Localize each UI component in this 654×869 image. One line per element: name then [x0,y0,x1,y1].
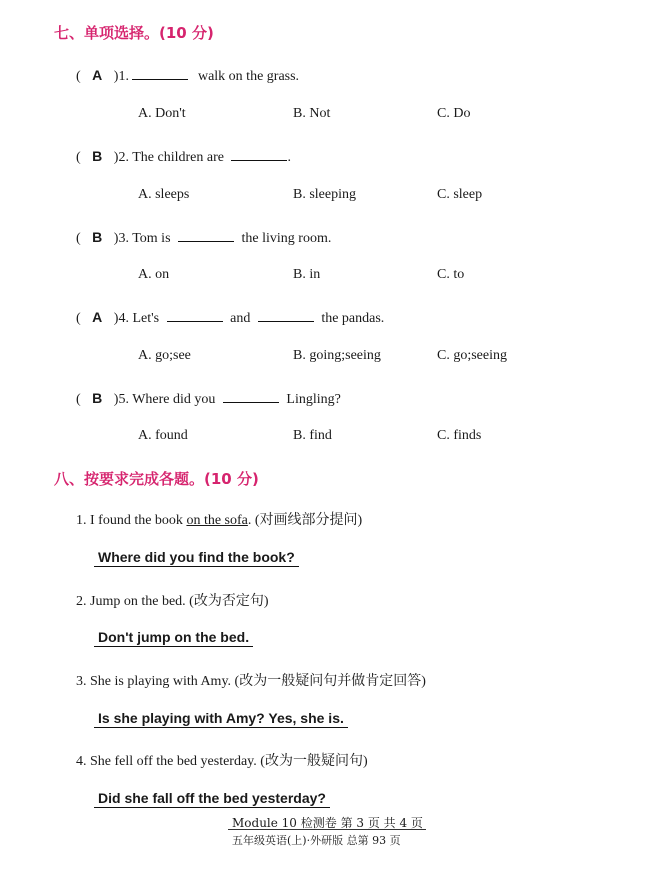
section-8-heading: 八、按要求完成各题。(10 分) [54,470,259,488]
answer-letter: B [92,229,103,245]
option-c: C. sleep [437,187,483,202]
option-a: A. Don't [138,106,186,121]
answer-letter: A [92,67,103,83]
answer-letter: B [92,390,103,406]
option-c: C. to [437,267,465,282]
answer-line[interactable]: Don't jump on the bed. [94,629,253,647]
task-3: 3. She is playing with Amy. (改为一般疑问句并做肯定回答) [76,674,426,689]
answer-letter: A [92,309,103,325]
option-c: C. finds [437,428,482,443]
section-7-heading: 七、单项选择。(10 分) [54,24,214,42]
option-a: A. found [138,428,188,443]
option-a: A. sleeps [138,187,190,202]
task-4: 4. She fell off the bed yesterday. (改为一般疑问句) [76,754,368,769]
option-b: B. Not [293,106,331,121]
task-1: 1. I found the book on the sofa. (对画线部分提问) [76,513,363,528]
option-b: B. in [293,267,321,282]
option-b: B. find [293,428,332,443]
answer-line[interactable]: Did she fall off the bed yesterday? [94,790,330,808]
option-b: B. going;seeing [293,348,381,363]
footer-book-info: 五年级英语(上)·外研版 总第 93 页 [232,834,401,847]
option-a: A. go;see [138,348,191,363]
underlined-phrase: on the sofa [186,513,248,528]
footer-page-info: Module 10 检测卷 第 3 页 共 4 页 [232,816,423,830]
answer-letter: B [92,148,103,164]
answer-line[interactable]: Is she playing with Amy? Yes, she is. [94,710,348,728]
footer-divider [228,829,426,830]
question-5: ( B )5. Where did you Lingling? [76,390,341,407]
task-2: 2. Jump on the bed. (改为否定句) [76,594,269,609]
question-3: ( B )3. Tom is the living room. [76,229,332,246]
answer-blank[interactable] [132,65,188,80]
question-1: ( A )1. walk on the grass. [76,67,300,84]
question-2: ( B )2. The children are . [76,148,291,165]
answer-blank[interactable] [231,146,287,161]
answer-line[interactable]: Where did you find the book? [94,549,299,567]
option-b: B. sleeping [293,187,356,202]
option-c: C. go;seeing [437,348,507,363]
answer-blank[interactable] [167,307,223,322]
answer-blank[interactable] [223,388,279,403]
answer-blank[interactable] [178,227,234,242]
question-4: ( A )4. Let's and the pandas. [76,309,385,326]
option-c: C. Do [437,106,471,121]
option-a: A. on [138,267,170,282]
answer-blank[interactable] [258,307,314,322]
